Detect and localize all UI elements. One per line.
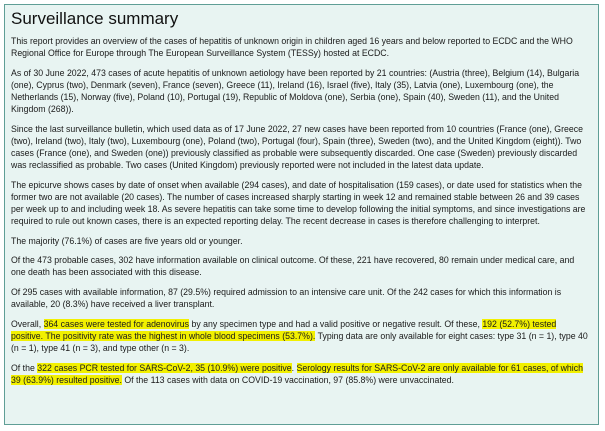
age-paragraph: The majority (76.1%) of cases are five years old or younger.	[11, 235, 243, 246]
icu-transplant-paragraph: Of 295 cases with available information, 87 (29.5%) required admission to an intensive care unit. Of the 242 cases for which this information is available, 20 (8.3%) have received a liver transplant.	[11, 287, 562, 310]
highlighted-text: Serology results for SARS-CoV-2 are only available for 61 cases, of which 39 (63.9%) resulted positive.	[11, 362, 583, 385]
text-segment: Typing data are only available for eight cases: type 31 (n = 1), type 40 (n = 1), type 41 (n = 3), and type other (n = 3).	[11, 331, 588, 354]
clinical-outcome-paragraph: Of the 473 probable cases, 302 have information available on clinical outcome. Of these, 221 have recovered, 80 remain under medical care, and one death has been associated with this disease.	[11, 255, 575, 278]
text-segment: Overall,	[11, 318, 44, 329]
text-segment: by any specimen type and had a valid positive or negative result. Of these,	[189, 318, 483, 329]
highlighted-text: 192 (52.7%) tested positive. The positivity rate was the highest in whole blood specimens (53.7%).	[11, 318, 557, 342]
surveillance-summary-panel	[4, 4, 599, 425]
page-title: Surveillance summary	[11, 9, 179, 28]
text-segment: Of the	[11, 362, 38, 373]
text-segment: .	[291, 362, 297, 373]
epicurve-paragraph: The epicurve shows cases by date of onset when available (294 cases), and date of hospitalisation (159 cases), or date used for statistics when the former two are not available (20 cases). The number of cases increased sharply starting in week 12 and remained stable between 26 and 39 cases per week up to and including week 18. As severe hepatitis can take some time to develop following the initial symptoms, and since investigations are required to rule out known cases, there is an expected reporting delay. The recent decrease in cases is therefore challenging to interpret.	[11, 179, 586, 226]
adenovirus-paragraph	[11, 318, 590, 354]
highlighted-text: 364 cases were tested for adenovirus	[43, 318, 190, 329]
intro-paragraph: This report provides an overview of the cases of hepatitis of unknown origin in children aged 16 years and below reported to ECDC and the WHO Regional Office for Europe through The European Surveillance System (TESSy) hosted at ECDC.	[11, 36, 573, 59]
sars-cov-2-paragraph	[11, 362, 590, 386]
new-cases-paragraph: Since the last surveillance bulletin, which used data as of 17 June 2022, 27 new cases have been reported from 10 countries (France (one), Greece (two), Ireland (two), Italy (two), Luxembourg (one), Poland (two), Portugal (four), Spain (three), Sweden (two), and the United Kingdom (eight)). Two cases (France (one), and Sweden (one)) previously classified as probable were subsequently discarded. One case (Sweden) previously discarded was reclassified as probable. Two cases (United Kingdom) previously reported were not included in the latest data update.	[11, 123, 583, 171]
highlighted-text: 322 cases PCR tested for SARS-CoV-2, 35 (10.9%) were positive	[37, 362, 292, 373]
case-count-paragraph: As of 30 June 2022, 473 cases of acute hepatitis of unknown aetiology have been reported by 21 countries: (Austria (three), Belgium (14), Bulgaria (one), Cyprus (two), Denmark (seven), France (seven), Greece (11), Ireland (16), Israel (five), Italy (35), Latvia (one), Luxembourg (one), the Netherlands (15), Norway (five), Poland (10), Portugal (19), Republic of Moldova (one), Serbia (one), Spain (40), Sweden (11), and the United Kingdom (268)).	[11, 67, 580, 115]
text-segment: Of the 113 cases with data on COVID-19 vaccination, 97 (85.8%) were unvaccinated.	[121, 374, 454, 385]
